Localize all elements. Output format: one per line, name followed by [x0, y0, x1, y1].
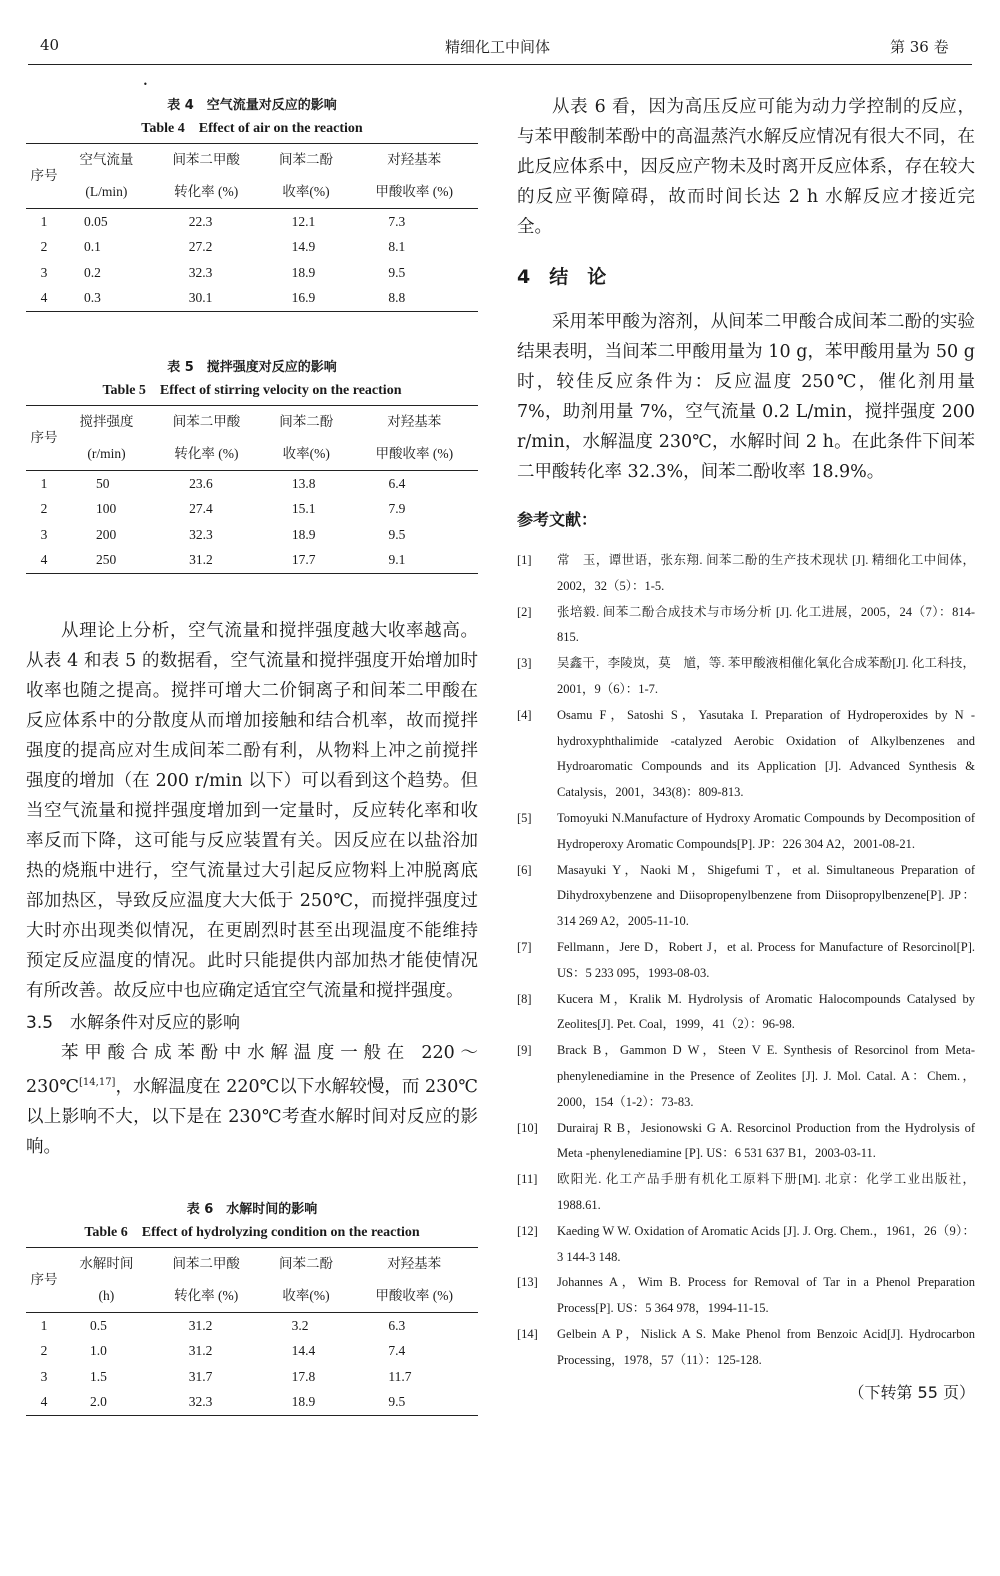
table-cell: 0.05	[84, 213, 108, 229]
table6-header: 甲酸收率 (%)	[350, 1280, 478, 1313]
running-header	[0, 0, 1000, 70]
reference-text: Tomoyuki N.Manufacture of Hydroxy Aromatic Compounds by Decomposition of Hydroperoxy Aromatic Compounds[P]. JP：226 304 A2，2001-08-21.	[557, 810, 975, 851]
table-cell: 1.0	[90, 1343, 107, 1359]
reference-text: Kucera M，Kralik M. Hydrolysis of Aromatic Halocompounds Catalysed by Zeolites[J]. Pet. Coal，1999，41（2）：96-98.	[557, 991, 975, 1032]
table-row	[26, 471, 478, 497]
table-cell: 18.9	[291, 264, 316, 280]
table5-header: (r/min)	[62, 438, 151, 471]
table-row	[26, 1389, 478, 1415]
body-paragraph: 从理论上分析，空气流量和搅拌强度越大收率越高。从表 4 和表 5 的数据看，空气流量和搅拌强度开始增加时收率也随之提高。搅拌可增大二价铜离子和间苯二甲酸在反应体系中的分散度从而增加接触和结合机率，故而搅拌强度的提高应对生成间苯二酚有利，从物料上冲之前搅拌强度的增加（在 200 r/min 以下）可以看到这个趋势。但当空气流量和搅拌强度增加到一定量时，反应转化率和收率反而下降，这可能与反应装置有关。因反应在以盐浴加热的烧瓶中进行，空气流量过大引起反应物料上冲脱离底部加热区，导致反应温度大大低于 250℃，而搅拌强度过大时亦出现类似情况，在更剧烈时甚至出现温度不能维持预定反应温度的情况。此时只能提供内部加热才能使情况有所改善。故反应中也应确定适宜空气流量和搅拌强度。	[26, 621, 478, 1001]
list-item	[517, 987, 975, 1039]
left-column	[26, 70, 478, 1416]
table4-header: 空气流量	[62, 144, 151, 177]
table-cell: 50	[96, 475, 110, 491]
reference-text: 欧阳光. 化工产品手册有机化工原料下册[M]. 北京：化学工业出版社，1988.61.	[557, 1172, 975, 1212]
table-cell: 27.2	[188, 239, 213, 255]
table-cell: 0.3	[62, 286, 151, 312]
table-row	[26, 235, 478, 261]
table-cell: 32.3	[188, 264, 213, 280]
list-item	[517, 703, 975, 806]
volume-label: 第 36 卷	[890, 38, 949, 56]
table-cell: 3	[40, 1368, 48, 1384]
table-cell: 3	[40, 264, 48, 280]
references-title: 参考文献：	[517, 510, 598, 529]
table-row	[26, 548, 478, 574]
list-item	[517, 1270, 975, 1322]
table-cell: 31.7	[188, 1368, 213, 1384]
table-cell: 32.3	[189, 526, 213, 542]
reference-text: Masayuki Y，Naoki M，Shigefumi T，et al. Simultaneous Preparation of Dihydroxybenzene and Diisopropenylbenzene from Diisopropylbenzene[P]. JP：314 269 A2，2005-11-10.	[557, 862, 975, 929]
table-cell: 31.2	[188, 1317, 213, 1333]
table4-caption-en: Table 4 Effect of air on the reaction	[141, 121, 363, 136]
list-item	[517, 548, 975, 600]
table-cell: 23.6	[189, 475, 213, 491]
reference-number: [11]	[517, 1172, 538, 1187]
list-item	[517, 651, 975, 703]
table-cell: 2	[40, 1343, 48, 1359]
reference-number: [8]	[517, 991, 532, 1006]
reference-number: [14]	[517, 1326, 538, 1341]
table-cell: 6.4	[388, 475, 406, 491]
table4	[26, 143, 478, 312]
table-cell: 0.2	[84, 264, 101, 280]
reference-number: [1]	[517, 553, 532, 567]
table-cell: 2	[40, 239, 48, 255]
body-paragraph: 从表 6 看，因为高压反应可能为动力学控制的反应，与苯甲酸制苯酚中的高温蒸汽水解反应情况有很大不同，在此反应体系中，因反应产物未及时离开反应体系，存在较大的反应平衡障碍，故而时间长达 2 h 水解反应才接近完全。	[517, 97, 975, 237]
page-number: 40	[40, 36, 60, 54]
header-rule	[28, 64, 972, 65]
table4-header: 对羟基苯	[350, 144, 478, 177]
table-row	[26, 209, 478, 235]
right-column	[517, 70, 975, 1403]
table-cell: 9.5	[350, 1389, 478, 1415]
reference-number: [12]	[517, 1223, 538, 1238]
table-cell: 17.8	[291, 1368, 316, 1384]
table-cell: 9.1	[351, 548, 478, 574]
table6-header: (h)	[62, 1280, 151, 1313]
table-cell: 4	[26, 548, 62, 574]
table-cell: 8.8	[350, 286, 478, 312]
table6-header: 转化率 (%)	[151, 1280, 262, 1313]
table-cell: 100	[96, 501, 117, 517]
table-cell: 3	[40, 526, 48, 542]
section-heading: 4 结 论	[517, 266, 607, 288]
list-item	[517, 1038, 975, 1115]
reference-text: 常 玉，谭世语，张东翔. 间苯二酚的生产技术现状 [J]. 精细化工中间体，2002，32（5）：1-5.	[557, 553, 975, 593]
reference-text: Brack B，Gammon D W，Steen V E. Synthesis of Resorcinol from Meta-phenylenediamine in the Presence of Zeolites [J]. J. Mol. Catal. A：Chem.，2000，154（1-2）：73-83.	[557, 1043, 975, 1109]
table5-caption-cn: 表 5 搅拌强度对反应的影响	[167, 360, 337, 375]
reference-number: [3]	[517, 656, 532, 671]
table4-header: 间苯二酚	[262, 144, 351, 177]
table-cell: 32.3	[151, 1389, 262, 1415]
list-item	[517, 806, 975, 858]
table5-header: 搅拌强度	[62, 406, 151, 439]
table5-block	[26, 356, 478, 574]
table4-header-index: 序号	[26, 144, 62, 209]
reference-number: [6]	[517, 862, 532, 877]
table-cell: 3.2	[291, 1317, 309, 1333]
table-cell: 30.1	[151, 286, 262, 312]
table-cell: 18.9	[291, 526, 316, 542]
table-row	[26, 1338, 478, 1364]
table6-block	[26, 1198, 478, 1416]
stray-dot: •	[143, 80, 148, 89]
list-item	[517, 935, 975, 987]
table-cell: 4	[26, 1389, 62, 1415]
table-cell: 27.4	[189, 501, 213, 517]
table-row	[26, 497, 478, 523]
table-cell: 2.0	[62, 1389, 151, 1415]
table-cell: 9.5	[388, 264, 406, 280]
list-item	[517, 1322, 975, 1374]
body-paragraph: 采用苯甲酸为溶剂，从间苯二甲酸合成间苯二酚的实验结果表明，当间苯二甲酸用量为 10 g，苯甲酸用量为 50 g 时，较佳反应条件为：反应温度 250℃，催化剂用量 7%，助剂用量 7%，空气流量 0.2 L/min，搅拌强度 200 r/min，水解温度 230℃，水解时间 2 h。在此条件下间苯二甲酸转化率 32.3%，间苯二酚收率 18.9%。	[517, 312, 975, 482]
table4-caption-cn: 表 4 空气流量对反应的影响	[167, 98, 337, 113]
table5-header: 间苯二酚	[262, 406, 351, 439]
reference-text: Fellmann，Jere D，Robert J，et al. Process for Manufacture of Resorcinol[P]. US：5 233 095，1993-08-03.	[557, 939, 975, 980]
table4-block	[26, 94, 478, 312]
table-cell: 22.3	[188, 213, 213, 229]
table-cell: 16.9	[262, 286, 351, 312]
continued-note: （下转第 55 页）	[848, 1382, 975, 1402]
table4-header: (L/min)	[62, 176, 151, 209]
table4-header: 转化率 (%)	[151, 176, 262, 209]
list-item	[517, 1167, 975, 1219]
table-cell: 14.4	[291, 1343, 316, 1359]
table-row	[26, 1364, 478, 1390]
list-item	[517, 600, 975, 652]
table-cell: 31.2	[151, 548, 262, 574]
table5-caption-en: Table 5 Effect of stirring velocity on the reaction	[102, 383, 402, 398]
table5-header: 转化率 (%)	[151, 438, 262, 471]
table6-header-index: 序号	[26, 1247, 62, 1312]
table-cell: 7.3	[388, 213, 406, 229]
table5-header-index: 序号	[26, 406, 62, 471]
table-cell: 4	[26, 286, 62, 312]
table-row	[26, 1312, 478, 1338]
reference-text: 吴鑫干，李陵岚，莫 馗，等. 苯甲酸液相催化氧化合成苯酚[J]. 化工科技，2001，9（6）：1-7.	[557, 656, 975, 696]
reference-text: Johannes A，Wim B. Process for Removal of Tar in a Phenol Preparation Process[P]. US：5 364 978，1994-11-15.	[557, 1275, 975, 1316]
table6-header: 间苯二酚	[262, 1247, 351, 1280]
citation: [14,17]	[79, 1077, 116, 1088]
reference-list	[517, 548, 975, 1374]
table-cell: 200	[96, 526, 117, 542]
reference-text: 张培毅. 间苯二酚合成技术与市场分析 [J]. 化工进展，2005，24（7）：814-815.	[557, 604, 975, 645]
table-cell: 1	[40, 213, 48, 229]
table4-header: 间苯二甲酸	[151, 144, 262, 177]
table-cell: 14.9	[291, 239, 316, 255]
table-cell: 7.9	[388, 501, 406, 517]
table-cell: 11.7	[388, 1368, 412, 1384]
table-row	[26, 260, 478, 286]
table-cell: 6.3	[388, 1317, 406, 1333]
table-cell: 1	[40, 475, 48, 491]
table-cell: 18.9	[262, 1389, 351, 1415]
table6-caption-en: Table 6 Effect of hydrolyzing condition on the reaction	[84, 1224, 420, 1240]
table-cell: 12.1	[291, 213, 316, 229]
table6-header: 对羟基苯	[350, 1247, 478, 1280]
reference-number: [5]	[517, 810, 532, 825]
table-cell: 1	[40, 1317, 48, 1333]
section-heading: 3.5 水解条件对反应的影响	[26, 1013, 241, 1033]
table-cell: 15.1	[291, 501, 316, 517]
list-item	[517, 858, 975, 935]
table5	[26, 405, 478, 574]
table-cell: 17.7	[262, 548, 351, 574]
table6-header: 水解时间	[62, 1247, 151, 1280]
table-row	[26, 286, 478, 312]
body-text: 苯甲酸合成苯酚中水解温度一般在 220～230℃	[26, 1043, 478, 1097]
table-cell: 8.1	[388, 239, 406, 255]
table-cell: 2	[40, 501, 48, 517]
reference-number: [9]	[517, 1043, 532, 1058]
body-paragraph	[26, 1038, 478, 1162]
reference-text: Osamu F，Satoshi S，Yasutaka I. Preparation of Hydroperoxides by N -hydroxyphthalimide -catalyzed Aerobic Oxidation of Alkylbenzenes and Hydroaromatic Compounds and its Application [J]. Advanced Synthesis & Catalysis，2001，343(8)：809-813.	[557, 707, 975, 800]
list-item	[517, 1219, 975, 1271]
table6-header: 间苯二甲酸	[151, 1247, 262, 1280]
body-text: ，水解温度在 220℃以下水解较慢，而 230℃以上影响不大，以下是在 230℃考查水解时间对反应的影响。	[26, 1076, 478, 1157]
table-cell: 7.4	[388, 1343, 406, 1359]
reference-text: Kaeding W W. Oxidation of Aromatic Acids [J]. J. Org. Chem.，1961，26（9）：3 144-3 148.	[557, 1223, 975, 1264]
table4-header: 收率(%)	[262, 176, 351, 209]
table6	[26, 1247, 478, 1416]
table-cell: 250	[62, 548, 151, 574]
reference-text: Durairaj R B，Jesionowski G A. Resorcinol Production from the Hydrolysis of Meta -phenylenediamine [P]. US：6 531 637 B1，2003-03-11.	[557, 1120, 975, 1161]
table-cell: 9.5	[388, 526, 406, 542]
table5-header: 收率(%)	[262, 438, 351, 471]
reference-number: [7]	[517, 939, 532, 954]
table6-caption-cn: 表 6 水解时间的影响	[186, 1201, 318, 1217]
reference-number: [13]	[517, 1275, 538, 1290]
table-cell: 31.2	[188, 1343, 213, 1359]
journal-title: 精细化工中间体	[445, 38, 551, 56]
table-cell: 13.8	[291, 475, 316, 491]
table5-header: 对羟基苯	[351, 406, 478, 439]
table5-header: 间苯二甲酸	[151, 406, 262, 439]
reference-text: Gelbein A P，Nislick A S. Make Phenol from Benzoic Acid[J]. Hydrocarbon Processing，1978，57（11）：125-128.	[557, 1326, 975, 1367]
table-cell: 0.5	[90, 1317, 107, 1333]
table-cell: 0.1	[84, 239, 101, 255]
reference-number: [4]	[517, 707, 532, 722]
table-cell: 1.5	[90, 1368, 107, 1384]
reference-number: [2]	[517, 604, 532, 619]
table6-header: 收率(%)	[262, 1280, 351, 1313]
list-item	[517, 1116, 975, 1168]
table5-header: 甲酸收率 (%)	[351, 438, 478, 471]
table-row	[26, 522, 478, 548]
table4-header: 甲酸收率 (%)	[350, 176, 478, 209]
reference-number: [10]	[517, 1120, 538, 1135]
